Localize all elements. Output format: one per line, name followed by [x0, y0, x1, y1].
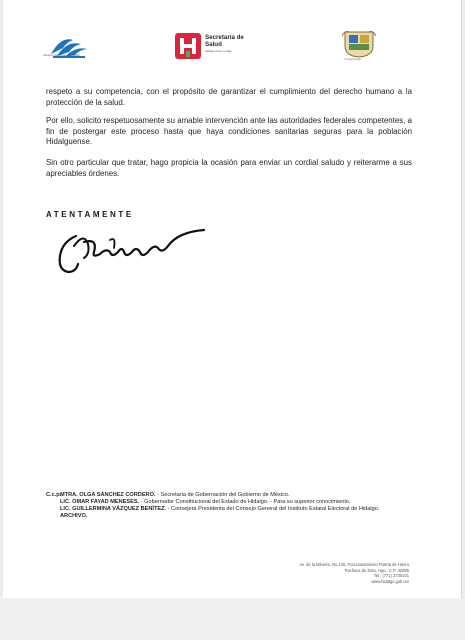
recipient-role: - Secretaria de Gobernación del Gobierno de México. — [155, 492, 290, 498]
recipient-name: LIC. GUILLERMINA VÁZQUEZ BENÍTEZ. — [60, 506, 167, 513]
recipient-name: ARCHIVO. — [60, 513, 88, 520]
secretaria-salud-logo — [175, 33, 267, 61]
recipient-role: - Consejera Presidenta del Consejo General del Instituto Estatal Electoral de Hidalgo. — [166, 506, 380, 513]
footer-street: Av. de la Minería, No.130, Fraccionamiento Puerta de Hierro — [299, 562, 409, 567]
secretaria-title-line2: Salud — [205, 40, 222, 48]
ccp-recipient — [60, 492, 400, 499]
paragraph-closing-greeting: Sin otro particular que tratar, hago propicia la ocasión para enviar un cordial saludo y reiterarme a sus apreciables órdenes. — [46, 158, 412, 178]
footer-website: www.hidalgo.gob.mx — [371, 578, 409, 584]
footer-city: Pachuca de Soto, Hgo., C.P. 42086 — [344, 567, 409, 573]
handwritten-signature — [54, 212, 214, 282]
health-cross-icon — [175, 33, 201, 59]
ccp-recipient — [60, 513, 400, 520]
recipient-name: MTRA. OLGA SÁNCHEZ CORDERO. — [60, 492, 156, 498]
recipient-role: - Gobernador Constitucional del Estado de Hidalgo. - Para su superior conocimiento. — [139, 499, 351, 506]
state-seal-icon — [342, 28, 376, 58]
viewer-background — [0, 598, 465, 640]
secretaria-title-line1: Secretaría de — [205, 34, 244, 41]
paragraph-request-postponement: Por ello, solicito respetuosamente su amable intervención ante las autoridades federales competentes, a fin de postergar este proceso hasta que haya condiciones sanitarias seguras para la población Hidalguense. — [46, 116, 412, 147]
seal-caption: Consejo Estatal — [344, 58, 361, 61]
paragraph-protection-of-health: respeto a su competencia, con el propósito de garantizar el cumplimiento del derecho humano a la protección de la salud. — [46, 87, 412, 107]
footer-address — [299, 562, 409, 584]
secretaria-slogan: Hidalgo crece contigo — [205, 49, 232, 53]
left-logo-caption: Gobierno del Estado de Hidalgo — [43, 54, 80, 57]
recipient-name: LIC. OMAR FAYAD MENESES. — [60, 499, 140, 506]
footer-phone: Tel.: (771) 2730101 — [373, 573, 409, 579]
closing-atentamente: ATENTAMENTE — [46, 210, 134, 219]
ccp-recipient — [60, 506, 400, 513]
ccp-label: C.c.p.- — [46, 492, 64, 498]
